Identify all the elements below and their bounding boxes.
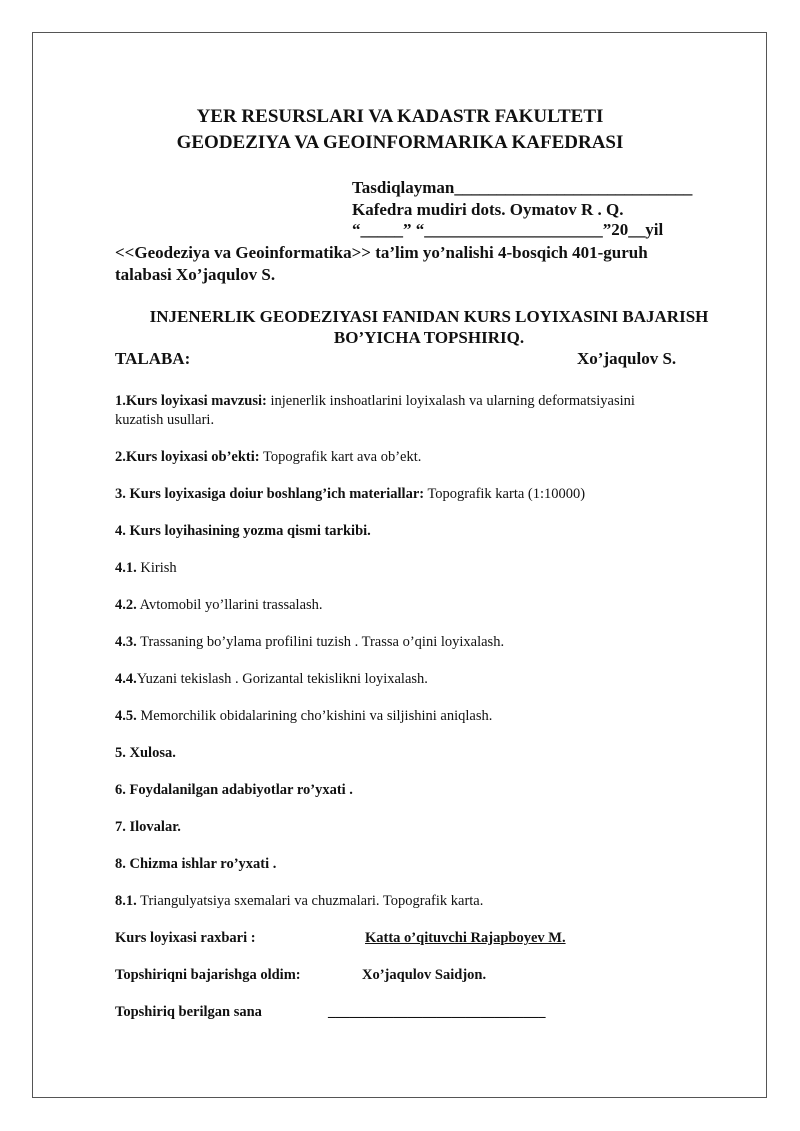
item-4-1 (115, 560, 177, 577)
student-intro-line1: <<Geodeziya va Geoinformatika>> ta’lim yo’nalishi 4-bosqich 401-guruh (115, 243, 648, 262)
item-text: injenerlik inshoatlarini loyixalash va ularning deformatsiyasini (266, 393, 635, 409)
item-8-1 (115, 893, 483, 910)
faculty-title: YER RESURSLARI VA KADASTR FAKULTETI (196, 106, 604, 127)
task-title-line1: INJENERLIK GEODEZIYASI FANIDAN KURS LOYIXASINI BAJARISH (149, 307, 709, 326)
item-4-2 (115, 597, 323, 614)
item-label: 8. Chizma ishlar ro’yxati . (115, 856, 277, 872)
item-4-4 (115, 671, 428, 688)
received-label: Topshiriqni bajarishga oldim: (115, 967, 301, 983)
item-references (115, 782, 353, 799)
item-label: 5. Xulosa. (115, 745, 176, 761)
received-name: Xo’jaqulov Saidjon. (362, 967, 487, 983)
item-label: 8.1. (115, 893, 137, 909)
item-text: Topografik kart ava ob’ekt. (259, 449, 422, 465)
approval-head: Kafedra mudiri dots. Oymatov R . Q. (352, 200, 624, 219)
item-drawings (115, 856, 276, 873)
item-text: kuzatish usullari. (115, 412, 215, 428)
date-signature-line: ______________________________ (328, 1004, 546, 1020)
item-conclusion (115, 745, 176, 762)
item-label: 4.3. (115, 634, 137, 650)
supervisor-label: Kurs loyixasi raxbari : (115, 930, 256, 946)
item-4-5 (115, 708, 492, 725)
item-label: 6. Foydalanilgan adabiyotlar ro’yxati . (115, 782, 353, 798)
item-label: 4.2. (115, 597, 137, 613)
student-intro-line2: talabasi Xo’jaqulov S. (115, 265, 276, 284)
approval-line: Tasdiqlayman____________________________ (352, 178, 693, 197)
item-label: 4.1. (115, 560, 137, 576)
item-topic (115, 393, 635, 410)
item-materials (115, 486, 585, 503)
task-title-line2: BO’YICHA TOPSHIRIQ. (333, 328, 525, 347)
item-text: Kirish (136, 560, 177, 576)
item-text: Triangulyatsiya sxemalari va chuzmalari. Topografik karta. (136, 893, 484, 909)
item-4-3 (115, 634, 504, 651)
item-label: 4.5. (115, 708, 137, 724)
item-text: Yuzani tekislash . Gorizantal tekislikni loyixalash. (136, 671, 428, 687)
item-text: Trassaning bo’ylama profilini tuzish . Trassa o’qini loyixalash. (136, 634, 505, 650)
item-appendices (115, 819, 181, 836)
item-label: 4.4. (115, 671, 137, 687)
item-object (115, 449, 421, 466)
item-written-part (115, 523, 371, 540)
student-name: Xo’jaqulov S. (577, 349, 677, 368)
department-title: GEODEZIYA VA GEOINFORMARIKA KAFEDRASI (176, 132, 624, 153)
supervisor-name: Katta o’qituvchi Rajapboyev M. (365, 930, 566, 946)
item-text: Avtomobil yo’llarini trassalash. (136, 597, 323, 613)
item-topic-cont (115, 412, 214, 429)
approval-date: “_____” “_____________________”20__yil (352, 220, 664, 239)
item-label: 3. Kurs loyixasiga doiur boshlang’ich materiallar: (115, 486, 425, 502)
date-label: Topshiriq berilgan sana (115, 1004, 262, 1020)
item-text: Memorchilik obidalarining cho’kishini va siljishini aniqlash. (136, 708, 493, 724)
item-text: Topografik karta (1:10000) (424, 486, 586, 502)
item-label: 1.Kurs loyixasi mavzusi: (115, 393, 267, 409)
item-label: 2.Kurs loyixasi ob’ekti: (115, 449, 260, 465)
item-label: 4. Kurs loyihasining yozma qismi tarkibi. (115, 523, 371, 539)
student-label: TALABA: (115, 349, 191, 368)
item-label: 7. Ilovalar. (115, 819, 181, 835)
